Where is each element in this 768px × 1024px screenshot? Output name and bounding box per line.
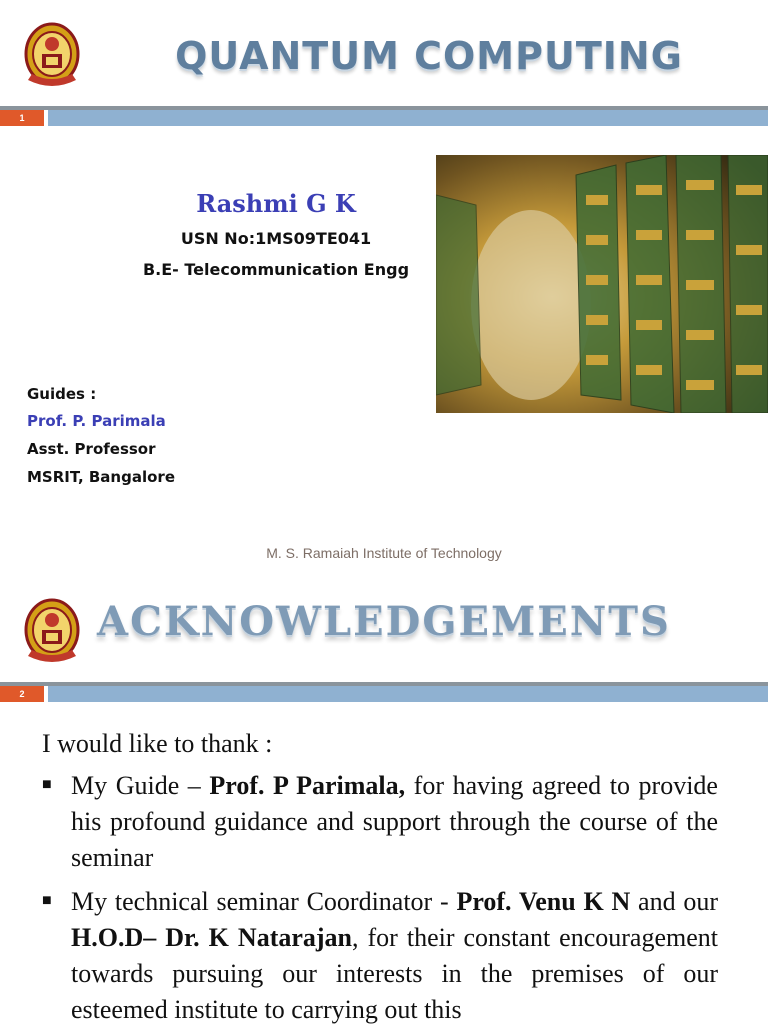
slide-title: ACKNOWLEDGEMENTS xyxy=(97,598,671,645)
quantum-chip-photo xyxy=(436,155,768,413)
guide-institute: MSRIT, Bangalore xyxy=(27,468,175,486)
bullet-square-icon: ■ xyxy=(42,892,52,909)
degree-text: B.E- Telecommunication Engg xyxy=(142,260,410,279)
guides-label: Guides : xyxy=(27,385,97,403)
bullet-guide-text: My Guide – Prof. P Parimala, for having agreed to provide his profound guidance and support through the course of the seminar xyxy=(71,771,718,872)
slide-number: 1 xyxy=(0,110,44,126)
slide-2 xyxy=(0,576,768,1024)
slide-number-bar xyxy=(0,682,768,702)
slide-title: QUANTUM COMPUTING xyxy=(175,34,683,78)
guide-name: Prof. P. Parimala xyxy=(27,412,166,430)
usn-text: USN No:1MS09TE041 xyxy=(180,229,372,248)
slide-number-bar xyxy=(0,106,768,126)
intro-text: I would like to thank : xyxy=(42,729,273,758)
slide-number: 2 xyxy=(0,686,44,702)
guide-designation: Asst. Professor xyxy=(27,440,156,458)
bullet-square-icon: ■ xyxy=(42,776,52,793)
bullet-coordinator-text: My technical seminar Coordinator - Prof. Venu K N and our H.O.D– Dr. K Natarajan, for their constant encouragement towards pursuing our interests in the premises of our esteemed institute to carrying out this xyxy=(71,887,718,1024)
institute-footer: M. S. Ramaiah Institute of Technology xyxy=(266,545,502,561)
student-name: Rashmi G K xyxy=(196,189,356,218)
